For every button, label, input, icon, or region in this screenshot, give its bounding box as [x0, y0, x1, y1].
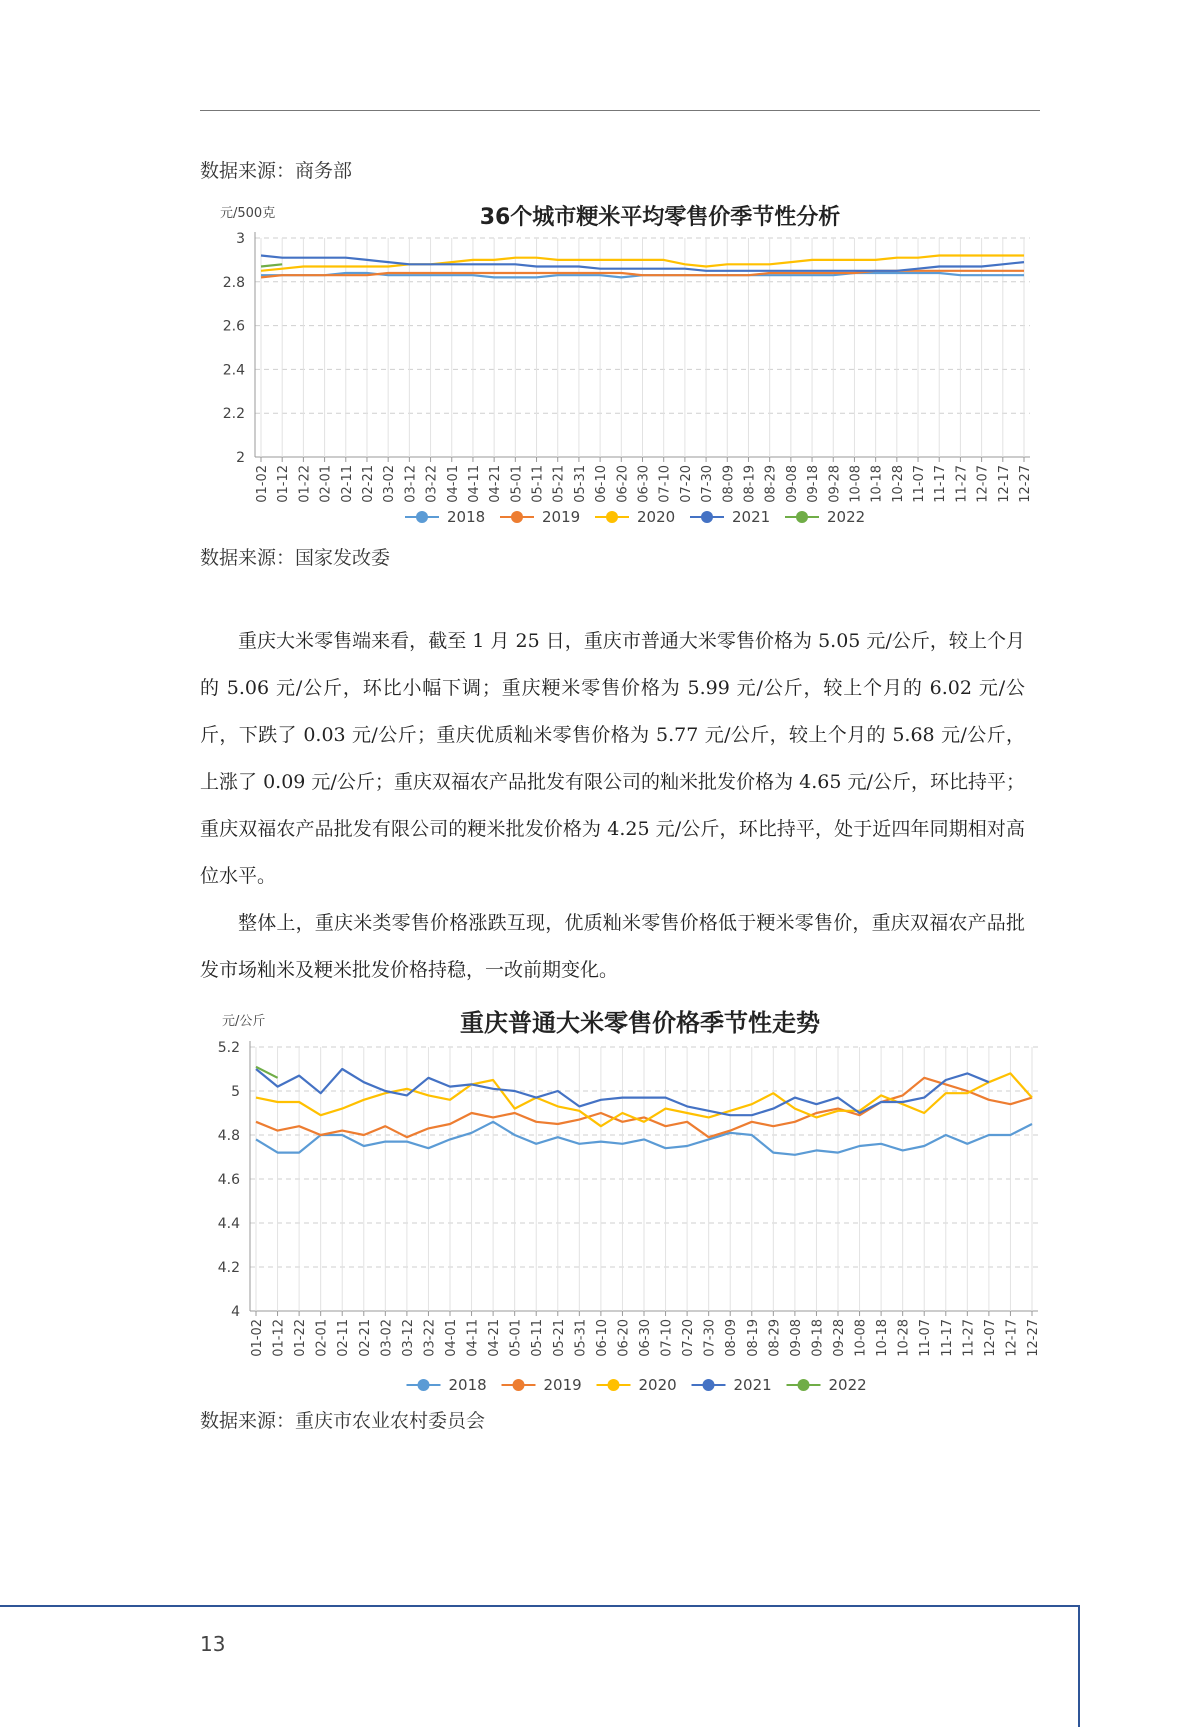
y-tick-label: 2.6	[222, 318, 245, 335]
x-tick-label: 09-08	[788, 1319, 804, 1357]
x-tick-label: 05-11	[530, 1319, 546, 1357]
legend-label-2019: 2019	[542, 508, 581, 526]
x-tick-label: 06-10	[594, 465, 610, 503]
paragraph-chongqing-retail: 重庆大米零售端来看，截至 1 月 25 日，重庆市普通大米零售价格为 5.05 元/公斤，较上个月的 5.06 元/公斤，环比小幅下调；重庆粳米零售价格为 5.99 元/公斤，较上个月的 6.02 元/公斤，下跌了 0.03 元/公斤；重庆优质籼米零售价格为 5.77 元/公斤，较上个月的 5.68 元/公斤，上涨了 0.09 元/公斤；重庆双福农产品批发有限公司的籼米批发价格为 4.65 元/公斤，环比持平；重庆双福农产品批发有限公司的粳米批发价格为 4.25 元/公斤，环比持平，处于近四年同期相对高位水平。	[200, 630, 1025, 887]
legend-marker-2019	[511, 511, 523, 523]
x-tick-label: 11-07	[912, 465, 928, 503]
x-tick-label: 12-07	[975, 465, 991, 503]
x-tick-label: 02-11	[336, 1319, 352, 1357]
x-tick-label: 07-20	[681, 1319, 697, 1357]
y-tick-label: 3	[236, 231, 245, 247]
y-tick-label: 4.6	[217, 1172, 240, 1188]
x-tick-label: 10-28	[896, 1319, 912, 1357]
x-tick-label: 08-09	[721, 465, 737, 503]
x-tick-label: 03-22	[424, 465, 440, 503]
x-tick-label: 04-01	[444, 1319, 459, 1357]
x-tick-label: 12-17	[996, 465, 1012, 503]
legend-label-2021: 2021	[732, 508, 771, 526]
x-tick-label: 01-12	[271, 1319, 287, 1357]
y-axis-label: 元/公斤	[222, 1014, 266, 1029]
y-tick-label: 2.8	[222, 274, 245, 291]
y-tick-label: 5.2	[217, 1040, 240, 1056]
x-tick-label: 08-19	[742, 465, 758, 503]
y-tick-label: 4	[231, 1304, 240, 1320]
x-tick-label: 03-22	[422, 1319, 438, 1357]
x-tick-label: 06-20	[616, 1319, 632, 1357]
legend-marker-2021	[703, 1379, 715, 1391]
x-tick-label: 06-20	[615, 465, 631, 503]
x-tick-label: 06-30	[636, 465, 652, 503]
x-tick-label: 06-30	[638, 1319, 653, 1357]
x-tick-label: 01-02	[255, 465, 270, 503]
x-tick-label: 01-02	[250, 1319, 265, 1357]
x-tick-label: 05-01	[508, 1319, 524, 1357]
chart-japonica-36-cities	[200, 192, 1050, 532]
x-tick-label: 12-27	[1018, 465, 1033, 503]
x-tick-label: 05-01	[509, 465, 525, 503]
x-tick-label: 07-20	[678, 465, 694, 503]
y-tick-label: 4.2	[217, 1260, 240, 1276]
x-tick-label: 08-29	[763, 465, 779, 503]
x-tick-label: 09-18	[806, 465, 822, 503]
x-tick-label: 09-28	[827, 465, 843, 503]
legend-marker-2022	[798, 1379, 810, 1391]
legend-marker-2018	[418, 1379, 430, 1391]
x-tick-label: 03-02	[379, 1319, 395, 1357]
x-tick-label: 05-21	[551, 465, 567, 503]
x-tick-label: 03-02	[382, 465, 398, 503]
legend-marker-2020	[606, 511, 618, 523]
x-tick-label: 09-28	[832, 1319, 847, 1357]
x-tick-label: 04-11	[465, 1319, 481, 1357]
x-tick-label: 01-12	[276, 465, 292, 503]
chart-chongqing-svg	[200, 995, 1050, 1400]
legend-marker-2022	[796, 511, 808, 523]
header-rule	[200, 110, 1040, 111]
legend-marker-2020	[608, 1379, 620, 1391]
x-tick-label: 08-29	[767, 1319, 783, 1357]
x-tick-label: 05-11	[530, 465, 546, 503]
x-tick-label: 12-07	[982, 1319, 998, 1357]
x-tick-label: 02-21	[360, 465, 376, 503]
x-tick-label: 05-21	[551, 1319, 567, 1357]
chart-title: 36个城市粳米平均零售价季节性分析	[479, 205, 841, 230]
x-tick-label: 11-27	[954, 465, 970, 503]
legend-label-2020: 2020	[638, 1376, 677, 1394]
x-tick-label: 12-17	[1004, 1319, 1020, 1357]
x-tick-label: 01-22	[297, 465, 313, 503]
x-tick-label: 07-10	[659, 1319, 675, 1357]
x-tick-label: 11-17	[939, 1319, 955, 1357]
y-tick-label: 2.2	[222, 406, 245, 423]
footer-frame	[0, 1605, 1080, 1727]
y-tick-label: 4.8	[217, 1128, 240, 1144]
source-note-chongqing-agri: 数据来源：重庆市农业农村委员会	[200, 1410, 486, 1432]
x-tick-label: 02-11	[339, 465, 355, 503]
source-note-commerce: 数据来源：商务部	[200, 160, 353, 182]
x-tick-label: 12-27	[1026, 1319, 1041, 1357]
legend-marker-2018	[416, 511, 428, 523]
legend-label-2018: 2018	[447, 508, 486, 526]
legend-label-2022: 2022	[827, 508, 866, 526]
chart-title: 重庆普通大米零售价格季节性走势	[460, 1009, 820, 1037]
series-line-2022	[261, 264, 282, 266]
legend-marker-2019	[513, 1379, 525, 1391]
legend-label-2018: 2018	[448, 1376, 487, 1394]
y-axis-label: 元/500克	[220, 206, 276, 221]
y-tick-label: 2.4	[222, 362, 245, 379]
legend-label-2020: 2020	[637, 508, 676, 526]
x-tick-label: 08-19	[745, 1319, 761, 1357]
chart-chongqing-rice	[200, 995, 1050, 1400]
paragraph-overall: 整体上，重庆米类零售价格涨跌互现，优质籼米零售价格低于粳米零售价，重庆双福农产品批发市场籼米及粳米批发价格持稳，一改前期变化。	[200, 912, 1025, 981]
x-tick-label: 05-31	[573, 1319, 589, 1357]
x-tick-label: 10-28	[890, 465, 906, 503]
x-tick-label: 03-12	[403, 465, 419, 503]
x-tick-label: 10-18	[875, 1319, 891, 1357]
x-tick-label: 07-30	[700, 465, 716, 503]
x-tick-label: 10-08	[848, 465, 864, 503]
x-tick-label: 07-10	[657, 465, 673, 503]
x-tick-label: 10-08	[853, 1319, 869, 1357]
x-tick-label: 04-01	[445, 465, 461, 503]
x-tick-label: 11-27	[961, 1319, 977, 1357]
legend-marker-2021	[701, 511, 713, 523]
x-tick-label: 08-09	[724, 1319, 740, 1357]
x-tick-label: 07-30	[702, 1319, 718, 1357]
page-number: 13	[200, 1632, 226, 1656]
x-tick-label: 04-21	[488, 465, 504, 503]
x-tick-label: 03-12	[400, 1319, 416, 1357]
chart-japonica-svg	[200, 192, 1050, 532]
y-tick-label: 5	[231, 1084, 240, 1100]
x-tick-label: 04-11	[466, 465, 482, 503]
x-tick-label: 04-21	[487, 1319, 503, 1357]
source-note-ndrc: 数据来源：国家发改委	[200, 547, 391, 569]
x-tick-label: 02-01	[318, 465, 334, 503]
x-tick-label: 09-18	[810, 1319, 826, 1357]
x-tick-label: 11-17	[933, 465, 949, 503]
x-tick-label: 02-21	[357, 1319, 373, 1357]
x-tick-label: 06-10	[594, 1319, 610, 1357]
y-tick-label: 4.4	[217, 1216, 240, 1232]
y-tick-label: 2	[236, 450, 245, 466]
legend-label-2022: 2022	[828, 1376, 867, 1394]
x-tick-label: 09-08	[784, 465, 800, 503]
legend-label-2021: 2021	[733, 1376, 772, 1394]
x-tick-label: 11-07	[918, 1319, 934, 1357]
x-tick-label: 01-22	[293, 1319, 309, 1357]
x-tick-label: 02-01	[314, 1319, 330, 1357]
x-tick-label: 10-18	[869, 465, 885, 503]
legend-label-2019: 2019	[543, 1376, 582, 1394]
x-tick-label: 05-31	[572, 465, 588, 503]
